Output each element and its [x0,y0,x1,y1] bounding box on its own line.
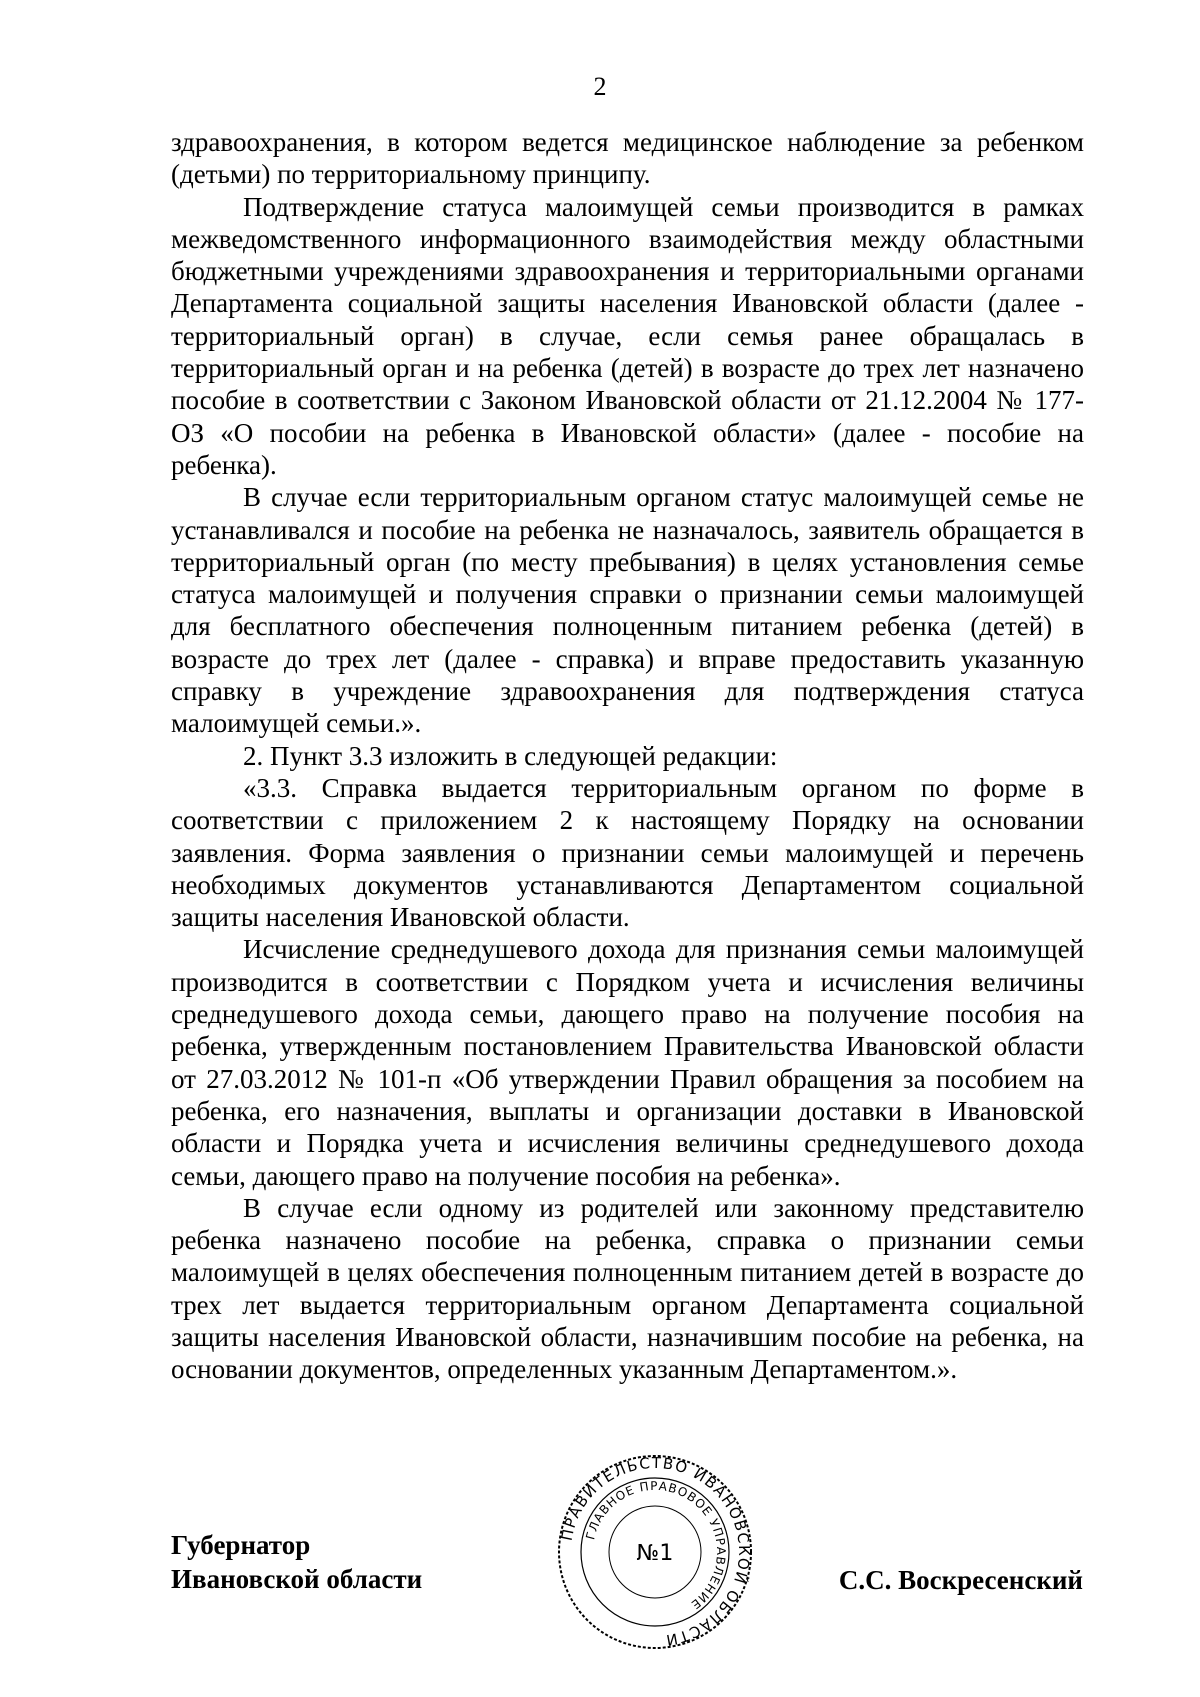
paragraph: здравоохранения, в котором ведется медицинское наблюдение за ребенком (детьми) по территориальному принципу. [171,127,1084,190]
document-body [171,126,1084,1386]
paragraph: Подтверждение статуса малоимущей семьи производится в рамках межведомственного информационного взаимодействия между областными бюджетными учреждениями здравоохранения и территориальными органами Департамента социальной защиты населения Ивановской области (далее - территориальный орган) в случае, если семья ранее обращалась в территориальный орган и на ребенка (детей) в возрасте до трех лет назначено пособие в соответствии с Законом Ивановской области от 21.12.2004 № 177-ОЗ «О пособии на ребенка в Ивановской области» (далее - пособие на ребенка). [171,191,1084,480]
seal-outer-text: ПРАВИТЕЛЬСТВО ИВАНОВСКОЙ ОБЛАСТИ [557,1453,754,1650]
signatory-title [171,1528,422,1596]
signatory-title-line2: Ивановской области [171,1564,423,1594]
signatory-title-line1: Губернатор [171,1530,311,1560]
paragraph: В случае если одному из родителей или законному представителю ребенка назначено пособие на ребенка, справка о признании семьи малоимущей в целях обеспечения полноценным питанием детей в возрасте до трех лет выдается территориальным органом Департамента социальной защиты населения Ивановской области, назначившим пособие на ребенка, на основании документов, определенных указанным Департаментом.». [171,1192,1084,1385]
paragraph: 2. Пункт 3.3 изложить в следующей редакции: [243,740,778,771]
paragraph: «3.3. Справка выдается территориальным органом по форме в соответствии с приложением 2 к настоящему Порядку на основании заявления. Форма заявления о признании семьи малоимущей и перечень необходимых документов устанавливаются Департаментом социальной защиты населения Ивановской области. [171,772,1084,933]
paragraph: В случае если территориальным органом статус малоимущей семье не устанавливался и пособие на ребенка не назначалось, заявитель обращается в территориальный орган (по месту пребывания) в целях установления семье статуса малоимущей и получения справки о признании семьи малоимущей для бесплатного обеспечения полноценным питанием ребенка (детей) в возрасте до трех лет (далее - справка) и вправе предоставить указанную справку в учреждение здравоохранения для подтверждения статуса малоимущей семьи.». [171,482,1084,739]
page-number: 2 [593,72,607,101]
paragraph: Исчисление среднедушевого дохода для признания семьи малоимущей производится в соответствии с Порядком учета и исчисления величины среднедушевого дохода семьи, дающего право на получение пособия на ребенка, утвержденным постановлением Правительства Ивановской области от 27.03.2012 № 101-п «Об утверждении Правил обращения за пособием на ребенка, его назначения, выплаты и организации доставки в Ивановской области и Порядка учета и исчисления величины среднедушевого дохода семьи, дающего право на получение пособия на ребенка». [171,934,1084,1191]
official-seal [555,1452,755,1652]
seal-inner-text: ГЛАВНОЕ ПРАВОВОЕ УПРАВЛЕНИЕ [583,1478,729,1613]
seal-number: №1 [636,1541,674,1566]
signatory-name: С.С. Воскресенский [838,1565,1083,1595]
